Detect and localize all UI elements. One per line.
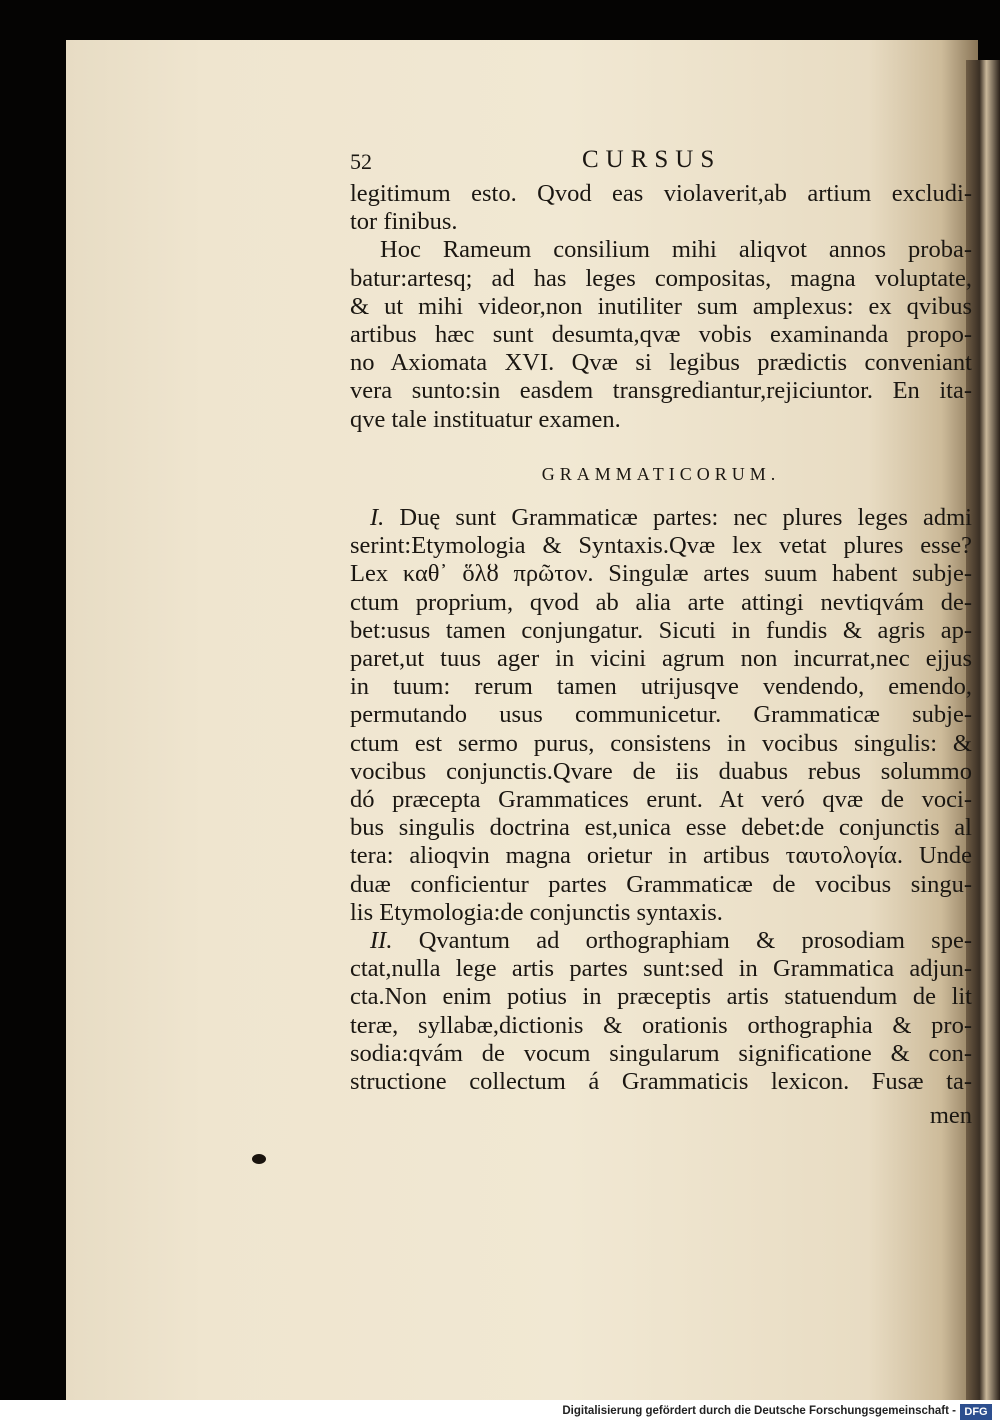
paragraph-1 — [350, 180, 972, 236]
text-line: batur:artesq; ad has leges compositas, magna voluptate, — [350, 264, 972, 292]
text-line: tor finibus. — [350, 208, 458, 236]
text-line: teræ, syllabæ,dictionis & orationis orthographia & pro- — [350, 1011, 972, 1039]
text-line: duæ conficientur partes Grammaticæ de vocibus singu- — [350, 870, 972, 898]
text-line-content: Qvantum ad orthographiam & prosodiam spe- — [418, 927, 972, 955]
text-line: lis Etymologia:de conjunctis syntaxis. — [350, 898, 723, 926]
page-number: 52 — [350, 149, 372, 174]
text-line: serint:Etymologia & Syntaxis.Qvæ lex vetat plures esse? — [350, 532, 972, 560]
text-line: permutando usus communicetur. Grammaticæ subje- — [350, 701, 972, 729]
section-numeral: I. — [370, 504, 385, 532]
text-line: structione collectum á Grammaticis lexicon. Fusæ ta- — [350, 1068, 972, 1096]
section-2 — [350, 927, 972, 1096]
page-text — [350, 146, 972, 1131]
dfg-logo: DFG — [960, 1404, 992, 1420]
text-line: & ut mihi videor,non inutiliter sum amplexus: ex qvibus — [350, 292, 972, 320]
text-line: Lex καθ᾽ ὅλȣ πρῶτον. Singulæ artes suum habent subje- — [350, 560, 972, 588]
paragraph-2 — [350, 236, 972, 433]
section-title: GRAMMATICORUM. — [541, 463, 781, 484]
text-line: artibus hæc sunt desumta,qvæ vobis examinanda propo- — [350, 321, 972, 349]
text-line: paret,ut tuus ager in vicini agrum non incurrat,nec ejjus — [350, 645, 972, 673]
text-line: dó præcepta Grammatices erunt. At veró qvæ de voci- — [350, 786, 972, 814]
text-line: ctat,nulla lege artis partes sunt:sed in Grammatica adjun- — [350, 955, 972, 983]
text-line: Hoc Rameum consilium mihi aliqvot annos proba- — [380, 236, 972, 264]
text-line: vocibus conjunctis.Qvare de iis duabus rebus solummo — [350, 757, 972, 785]
running-head: CURSUS — [582, 146, 722, 173]
text-line: bet:usus tamen conjungatur. Sicuti in fundis & agris ap- — [350, 616, 972, 644]
text-line: bus singulis doctrina est,unica esse debet:de conjunctis al — [350, 814, 972, 842]
text-line: cta.Non enim potius in præceptis artis statuendum de lit — [350, 983, 972, 1011]
text-line: ctum proprium, qvod ab alia arte attingi nevtiqvám de- — [350, 588, 972, 616]
text-line — [350, 504, 972, 532]
funding-credit: Digitalisierung gefördert durch die Deutsche Forschungsgemeinschaft - — [562, 1405, 956, 1417]
page-header — [350, 146, 972, 180]
text-line: no Axiomata XVI. Qvæ si legibus prædictis conveniant — [350, 349, 972, 377]
text-line: ctum est sermo purus, consistens in vocibus singulis: & — [350, 729, 972, 757]
footer-bar — [0, 1400, 1000, 1424]
text-line: tera: alioqvin magna orietur in artibus ταυτολογία. Unde — [350, 842, 972, 870]
section-1 — [350, 504, 972, 927]
ink-blot — [252, 1154, 266, 1164]
text-line: sodia:qvám de vocum singularum significatione & con- — [350, 1039, 972, 1067]
text-line-content: Duę sunt Grammaticæ partes: nec plures leges admi — [399, 504, 972, 532]
text-line: qve tale instituatur examen. — [350, 405, 621, 433]
text-line: vera sunto:sin easdem transgrediantur,rejiciuntor. En ita- — [350, 377, 972, 405]
text-line — [350, 927, 972, 955]
text-line: in tuum: rerum tamen utrijusqve vendendo, emendo, — [350, 673, 972, 701]
text-line: legitimum esto. Qvod eas violaverit,ab artium excludi- — [350, 180, 972, 207]
section-numeral: II. — [370, 927, 393, 955]
catchword: men — [929, 1102, 972, 1130]
